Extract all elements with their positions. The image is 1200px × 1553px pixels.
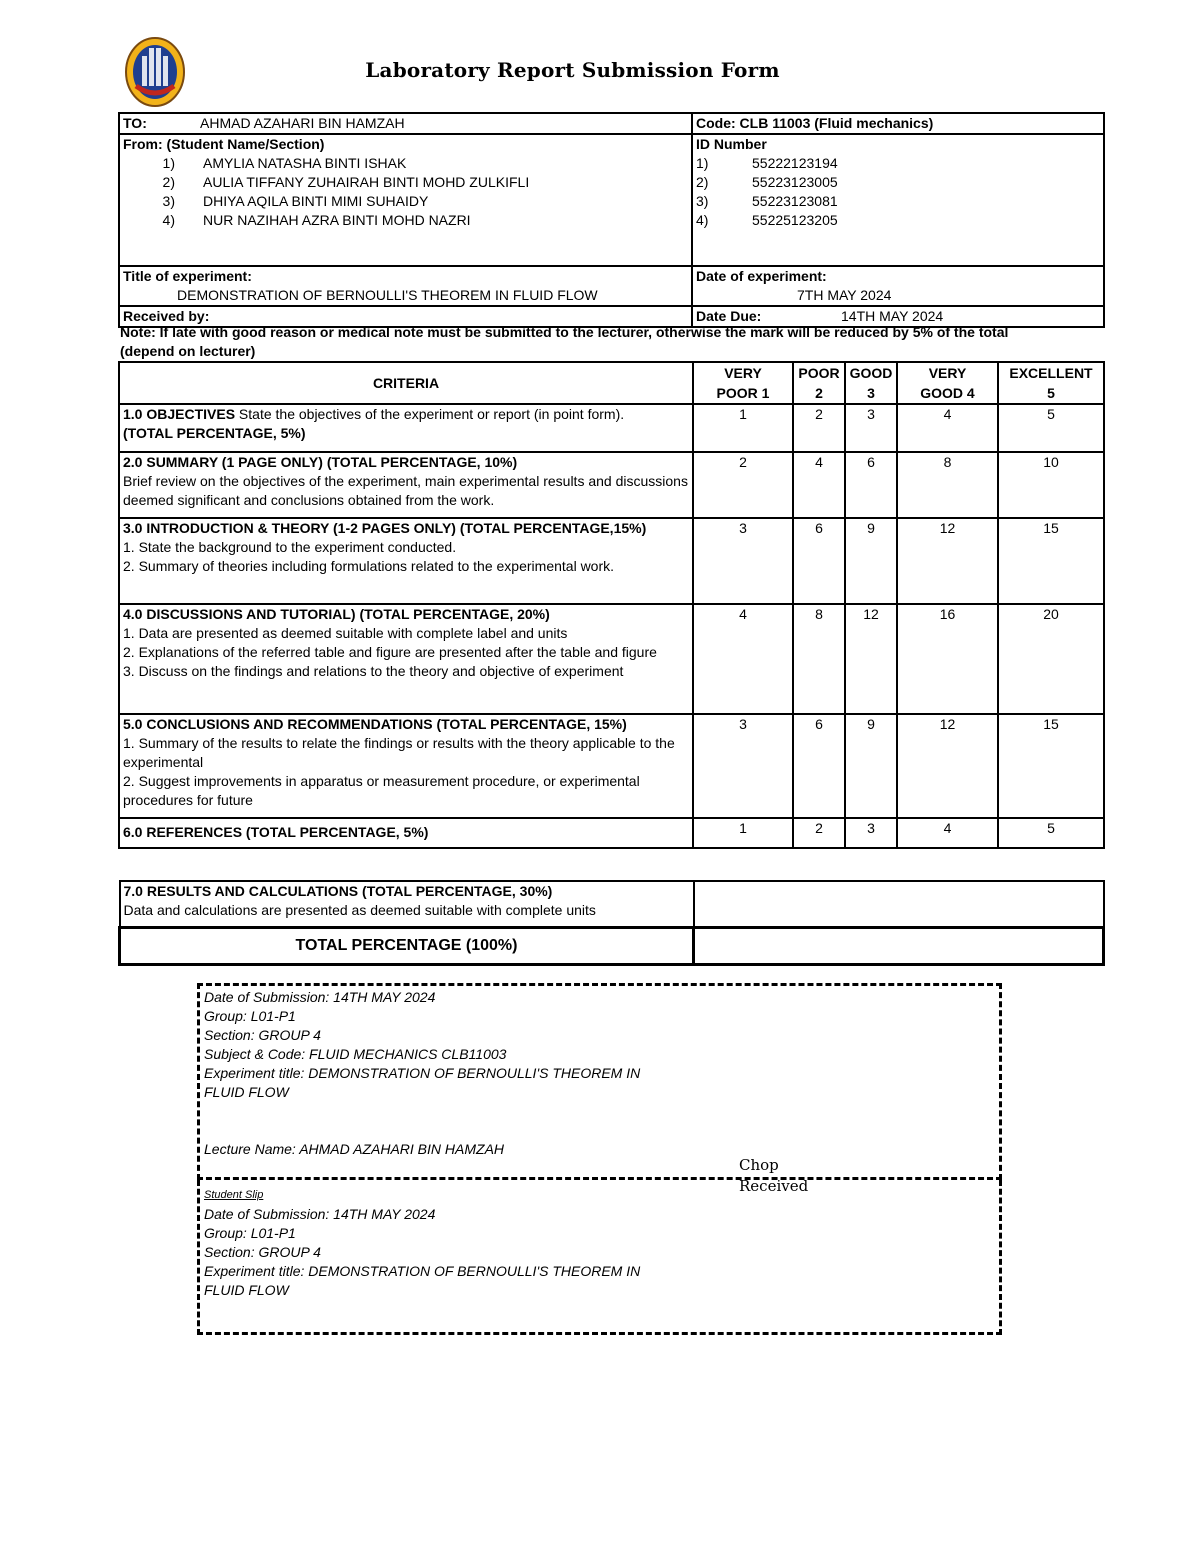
score-cell: 4	[897, 818, 998, 848]
criteria-cell: 1.0 OBJECTIVES State the objectives of the experiment or report (in point form). (TOTAL PERCENTAGE, 5%)	[119, 404, 693, 452]
experiment-title-label: Title of experiment:	[123, 268, 252, 284]
student-slip	[197, 1180, 1002, 1335]
student-id: 55223123081	[752, 193, 838, 209]
results-cell: 7.0 RESULTS AND CALCULATIONS (TOTAL PERCENTAGE, 30%) Data and calculations are presented as deemed suitable with complete units	[120, 881, 694, 927]
student-name: AMYLIA NATASHA BINTI ISHAK	[203, 155, 407, 171]
score-cell: 15	[998, 714, 1104, 818]
score-cell: 3	[845, 818, 897, 848]
score-cell: 8	[793, 604, 845, 714]
student-slip-section: Section: GROUP 4	[204, 1244, 321, 1260]
table-row	[119, 404, 1104, 452]
score-cell: 4	[793, 452, 845, 518]
slip-group: Group: L01-P1	[204, 1008, 296, 1024]
criteria-header: CRITERIA	[119, 362, 693, 404]
code-cell: Code: CLB 11003 (Fluid mechanics)	[692, 113, 1104, 134]
from-label: From: (Student Name/Section)	[123, 136, 325, 152]
student-slip-date: Date of Submission: 14TH MAY 2024	[204, 1206, 436, 1222]
to-value: AHMAD AZAHARI BIN HAMZAH	[200, 115, 405, 131]
score-cell: 3	[845, 404, 897, 452]
score-cell: 4	[897, 404, 998, 452]
criteria-cell: 2.0 SUMMARY (1 PAGE ONLY) (TOTAL PERCENTAGE, 10%) Brief review on the objectives of the experiment, main experimental results and discussions deemed significant and conclusions obtained from the work.	[119, 452, 693, 518]
score-cell: 15	[998, 518, 1104, 604]
date-due-value: 14TH MAY 2024	[841, 308, 944, 324]
score-cell: 1	[693, 404, 793, 452]
student-slip-experiment: FLUID FLOW	[204, 1282, 289, 1298]
score-cell: 16	[897, 604, 998, 714]
experiment-title-cell	[119, 266, 692, 306]
score-cell: 2	[793, 818, 845, 848]
students-cell	[119, 134, 692, 266]
student-id: 55222123194	[752, 155, 838, 171]
score-cell: 5	[998, 404, 1104, 452]
table-row	[119, 452, 1104, 518]
slip-experiment: Experiment title: DEMONSTRATION OF BERNOULLI'S THEOREM IN	[204, 1065, 641, 1081]
student-list: 1) AMYLIA NATASHA BINTI ISHAK 2) AULIA TIFFANY ZUHAIRAH BINTI MOHD ZULKIFLI 3) DHIYA AQILA BINTI MIMI SUHAIDY 4) NUR NAZIHAH AZRA BINTI MOHD NAZRI	[123, 154, 688, 230]
page-title: Laboratory Report Submission Form	[365, 58, 780, 82]
ids-cell	[692, 134, 1104, 266]
score-cell: 20	[998, 604, 1104, 714]
score-cell: 3	[693, 714, 793, 818]
student-name: AULIA TIFFANY ZUHAIRAH BINTI MOHD ZULKIFLI	[203, 174, 530, 190]
score-cell: 10	[998, 452, 1104, 518]
date-experiment-cell	[692, 266, 1104, 306]
total-mark-cell	[694, 927, 1104, 964]
score-cell: 12	[897, 518, 998, 604]
score-cell: 3	[693, 518, 793, 604]
score-cell: 8	[897, 452, 998, 518]
student-id: 55225123205	[752, 212, 838, 228]
table-row	[119, 714, 1104, 818]
submission-info-table	[118, 112, 1105, 328]
table-row	[119, 604, 1104, 714]
results-mark-cell	[694, 881, 1104, 927]
chop-received-label: Chop Received	[739, 1156, 809, 1195]
very-good-header: VERY GOOD 4	[897, 362, 998, 404]
late-note: Note: If late with good reason or medical note must be submitted to the lecturer, otherwise the mark will be reduced by 5% of the total (depend on lecturer)	[120, 324, 1009, 359]
score-cell: 2	[793, 404, 845, 452]
criteria-cell: 4.0 DISCUSSIONS AND TUTORIAL) (TOTAL PERCENTAGE, 20%) 1. Data are presented as deemed suitable with complete label and units 2. Explanations of the referred table and figure are presented after the table and figure 3. Discuss on the findings and relations to the theory and objective of experiment	[119, 604, 693, 714]
score-cell: 6	[793, 714, 845, 818]
slip-section: Section: GROUP 4	[204, 1027, 321, 1043]
score-cell: 5	[998, 818, 1104, 848]
student-slip-experiment: Experiment title: DEMONSTRATION OF BERNOULLI'S THEOREM IN	[204, 1263, 641, 1279]
score-cell: 2	[693, 452, 793, 518]
score-cell: 6	[793, 518, 845, 604]
date-due-label: Date Due:	[696, 308, 762, 324]
submission-slip	[197, 983, 1002, 1180]
received-by-cell: Received by:	[119, 306, 692, 327]
score-cell: 12	[845, 604, 897, 714]
criteria-cell: 5.0 CONCLUSIONS AND RECOMMENDATIONS (TOTAL PERCENTAGE, 15%) 1. Summary of the results to relate the findings or results with the theory applicable to the experimental 2. Suggest improvements in apparatus or measurement procedure, or experimental procedures for future	[119, 714, 693, 818]
slip-subject: Subject & Code: FLUID MECHANICS CLB11003	[204, 1046, 507, 1062]
student-slip-heading: Student Slip	[204, 1189, 264, 1201]
experiment-title-value: DEMONSTRATION OF BERNOULLI'S THEOREM IN FLUID FLOW	[177, 287, 598, 303]
date-experiment-value: 7TH MAY 2024	[797, 287, 892, 303]
excellent-header: EXCELLENT 5	[998, 362, 1104, 404]
student-name: NUR NAZIHAH AZRA BINTI MOHD NAZRI	[203, 212, 471, 228]
score-cell: 1	[693, 818, 793, 848]
slip-lecturer: Lecture Name: AHMAD AZAHARI BIN HAMZAH	[204, 1141, 505, 1157]
criteria-table	[118, 361, 1105, 849]
to-label: TO:	[123, 115, 147, 131]
slip-experiment: FLUID FLOW	[204, 1084, 289, 1100]
score-cell: 4	[693, 604, 793, 714]
total-percentage-cell: TOTAL PERCENTAGE (100%)	[120, 927, 694, 964]
score-cell: 12	[897, 714, 998, 818]
date-experiment-label: Date of experiment:	[696, 268, 827, 284]
very-poor-header: VERY POOR 1	[693, 362, 793, 404]
good-header: GOOD 3	[845, 362, 897, 404]
student-id: 55223123005	[752, 174, 838, 190]
poor-header: POOR 2	[793, 362, 845, 404]
to-cell	[119, 113, 692, 134]
student-slip-group: Group: L01-P1	[204, 1225, 296, 1241]
score-cell: 9	[845, 518, 897, 604]
score-cell: 9	[845, 714, 897, 818]
results-table	[118, 880, 1105, 966]
id-list: 1) 55222123194 2) 55223123005 3) 55223123081 4) 55225123205	[696, 154, 1100, 230]
id-label: ID Number	[696, 136, 767, 152]
table-row	[119, 818, 1104, 848]
slip-date: Date of Submission: 14TH MAY 2024	[204, 989, 436, 1005]
criteria-cell: 3.0 INTRODUCTION & THEORY (1-2 PAGES ONLY) (TOTAL PERCENTAGE,15%) 1. State the background to the experiment conducted. 2. Summary of theories including formulations related to the experimental work.	[119, 518, 693, 604]
score-cell: 6	[845, 452, 897, 518]
table-row	[119, 518, 1104, 604]
criteria-cell: 6.0 REFERENCES (TOTAL PERCENTAGE, 5%)	[119, 818, 693, 848]
student-name: DHIYA AQILA BINTI MIMI SUHAIDY	[203, 193, 429, 209]
